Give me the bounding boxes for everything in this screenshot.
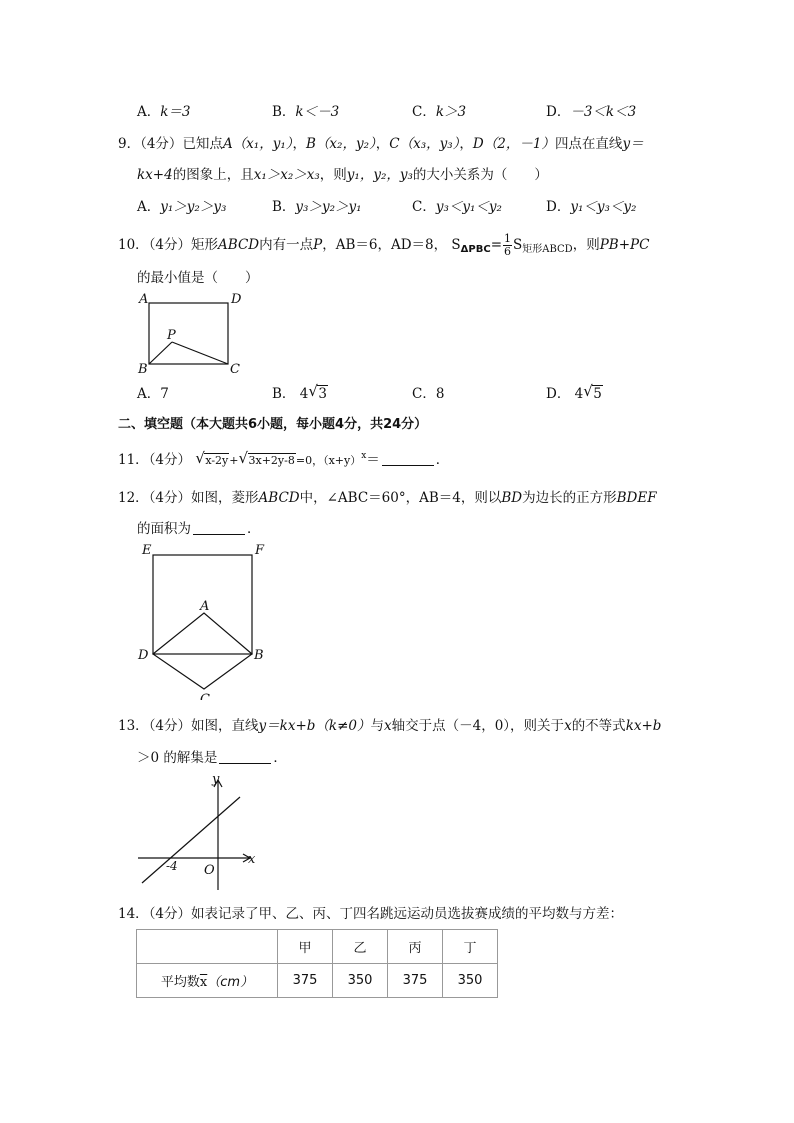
- q10-rectangle-diagram: [134, 290, 254, 380]
- table-cell-jia: 375: [278, 964, 333, 998]
- q8-option-c: C．k＞3: [412, 104, 467, 120]
- q13-line-graph: [134, 772, 274, 892]
- q8-option-d: D．－3＜k＜3: [546, 104, 637, 120]
- q13-figure: [134, 772, 274, 896]
- table-row-label: 平均数$\overline{x}(cm)$: [137, 964, 278, 998]
- q12-line2: 的面积为 ．: [137, 521, 261, 537]
- table-header-jia: 甲: [278, 930, 333, 964]
- q12-label-e: E: [142, 543, 152, 558]
- table-header-row: [137, 930, 498, 964]
- q10-label-a: A: [139, 292, 149, 307]
- q10-option-d: D． 4 √ 5: [546, 382, 602, 402]
- q12-square-rhombus-diagram: [134, 540, 274, 700]
- q10-area-formula: $S_{\Delta PBC}=$ $\frac{1}{6}$ $S_{矩形ABCD}$: [451, 232, 573, 258]
- q13-answer-blank[interactable]: [219, 749, 271, 764]
- table-header-ding: 丁: [443, 930, 498, 964]
- table-cell-bing: 375: [388, 964, 443, 998]
- q10-option-b: B． 4 √ 3: [272, 382, 327, 402]
- q12-label-b: B: [254, 648, 264, 663]
- table-row: [137, 964, 498, 998]
- q12-figure: [134, 540, 274, 704]
- q10-option-c: C．8: [412, 386, 445, 402]
- q8-option-b: B．k＜－3: [272, 104, 340, 120]
- q10-label-d: D: [231, 292, 242, 307]
- q10-option-b-sqrt: √ 3: [308, 382, 327, 402]
- q10-segment-pb: [149, 342, 172, 364]
- q12-answer-blank[interactable]: [193, 520, 245, 535]
- q13-line1: 13．（4分）如图，直线y＝kx+b（k≠0）与x轴交于点（－4，0），则关于x的不等式kx+b: [118, 718, 662, 734]
- q10-label-b: B: [138, 362, 148, 377]
- q9-line1: 9．（4分）已知点A（x₁，y₁），B（x₂，y₂），C（x₃，y₃），D（2，－1）四点在直线y＝: [118, 136, 644, 152]
- table-cell-yi: 350: [333, 964, 388, 998]
- q12-rhombus-abcd: [153, 613, 252, 689]
- q10-option-d-sqrt: √ 5: [583, 382, 602, 402]
- q10-line1: 10．（4分）矩形ABCD内有一点P，AB＝6，AD＝8， $S_{\Delta PBC}=$ $\frac{1}{6}$ $S_{矩形ABCD}$，则PB+PC: [118, 232, 650, 258]
- q9-option-b: B．y₃＞y₂＞y₁: [272, 199, 362, 215]
- q13-label-minus4: -4: [166, 859, 178, 873]
- q13-label-x: x: [248, 852, 256, 867]
- table-header-bing: 丙: [388, 930, 443, 964]
- q12-label-a: A: [200, 599, 210, 614]
- q9-option-c: C．y₃＜y₁＜y₂: [412, 199, 502, 215]
- q11-answer-blank[interactable]: [382, 451, 434, 466]
- q10-segment-pc: [172, 342, 228, 364]
- q9-line2: kx+4的图象上，且x₁＞x₂＞x₃，则y₁，y₂，y₃的大小关系为（ ）: [137, 167, 548, 183]
- table-header-empty: [137, 930, 278, 964]
- q10-fraction: $\frac{1}{6}$: [504, 232, 512, 258]
- section2-title: 二、填空题（本大题共6小题，每小题4分，共24分）: [118, 417, 428, 432]
- q11-sqrt-2: √ 3x+2y-8: [238, 449, 295, 467]
- q11-sqrt-1: √ x-2y: [195, 449, 229, 467]
- q9-option-d: D．y₁＜y₃＜y₂: [546, 199, 637, 215]
- q10-option-a: A．7: [137, 386, 169, 402]
- q10-label-p: P: [167, 328, 176, 343]
- q14-table: [136, 929, 498, 998]
- q10-rect-abcd: [149, 303, 228, 364]
- q13-line2: ＞0 的解集是 ．: [137, 750, 287, 766]
- q12-line1: 12．（4分）如图，菱形ABCD中，∠ABC＝60°，AB＝4，则以BD为边长的正方形BDEF: [118, 490, 657, 506]
- q13-label-origin: O: [204, 863, 215, 878]
- q12-label-c: C: [200, 692, 210, 700]
- q10-label-c: C: [230, 362, 240, 377]
- q11-line: 11．（4分） √ x-2y+ √ 3x+2y-8=0，$(x+y)^x=$ ．: [118, 450, 449, 471]
- q12-label-f: F: [255, 543, 265, 558]
- q8-option-a: A．k＝3: [137, 104, 191, 120]
- q10-figure: [134, 290, 254, 384]
- table-cell-ding: 350: [443, 964, 498, 998]
- q10-line2: 的最小值是（ ）: [137, 270, 259, 286]
- q14-line1: 14．（4分）如表记录了甲、乙、丙、丁四名跳远运动员选拔赛成绩的平均数与方差：: [118, 906, 624, 922]
- q9-option-a: A．y₁＞y₂＞y₃: [137, 199, 227, 215]
- table-header-yi: 乙: [333, 930, 388, 964]
- q13-line-y-kx-b: [142, 797, 240, 883]
- q13-label-y: y: [212, 772, 220, 787]
- q12-label-d: D: [138, 648, 149, 663]
